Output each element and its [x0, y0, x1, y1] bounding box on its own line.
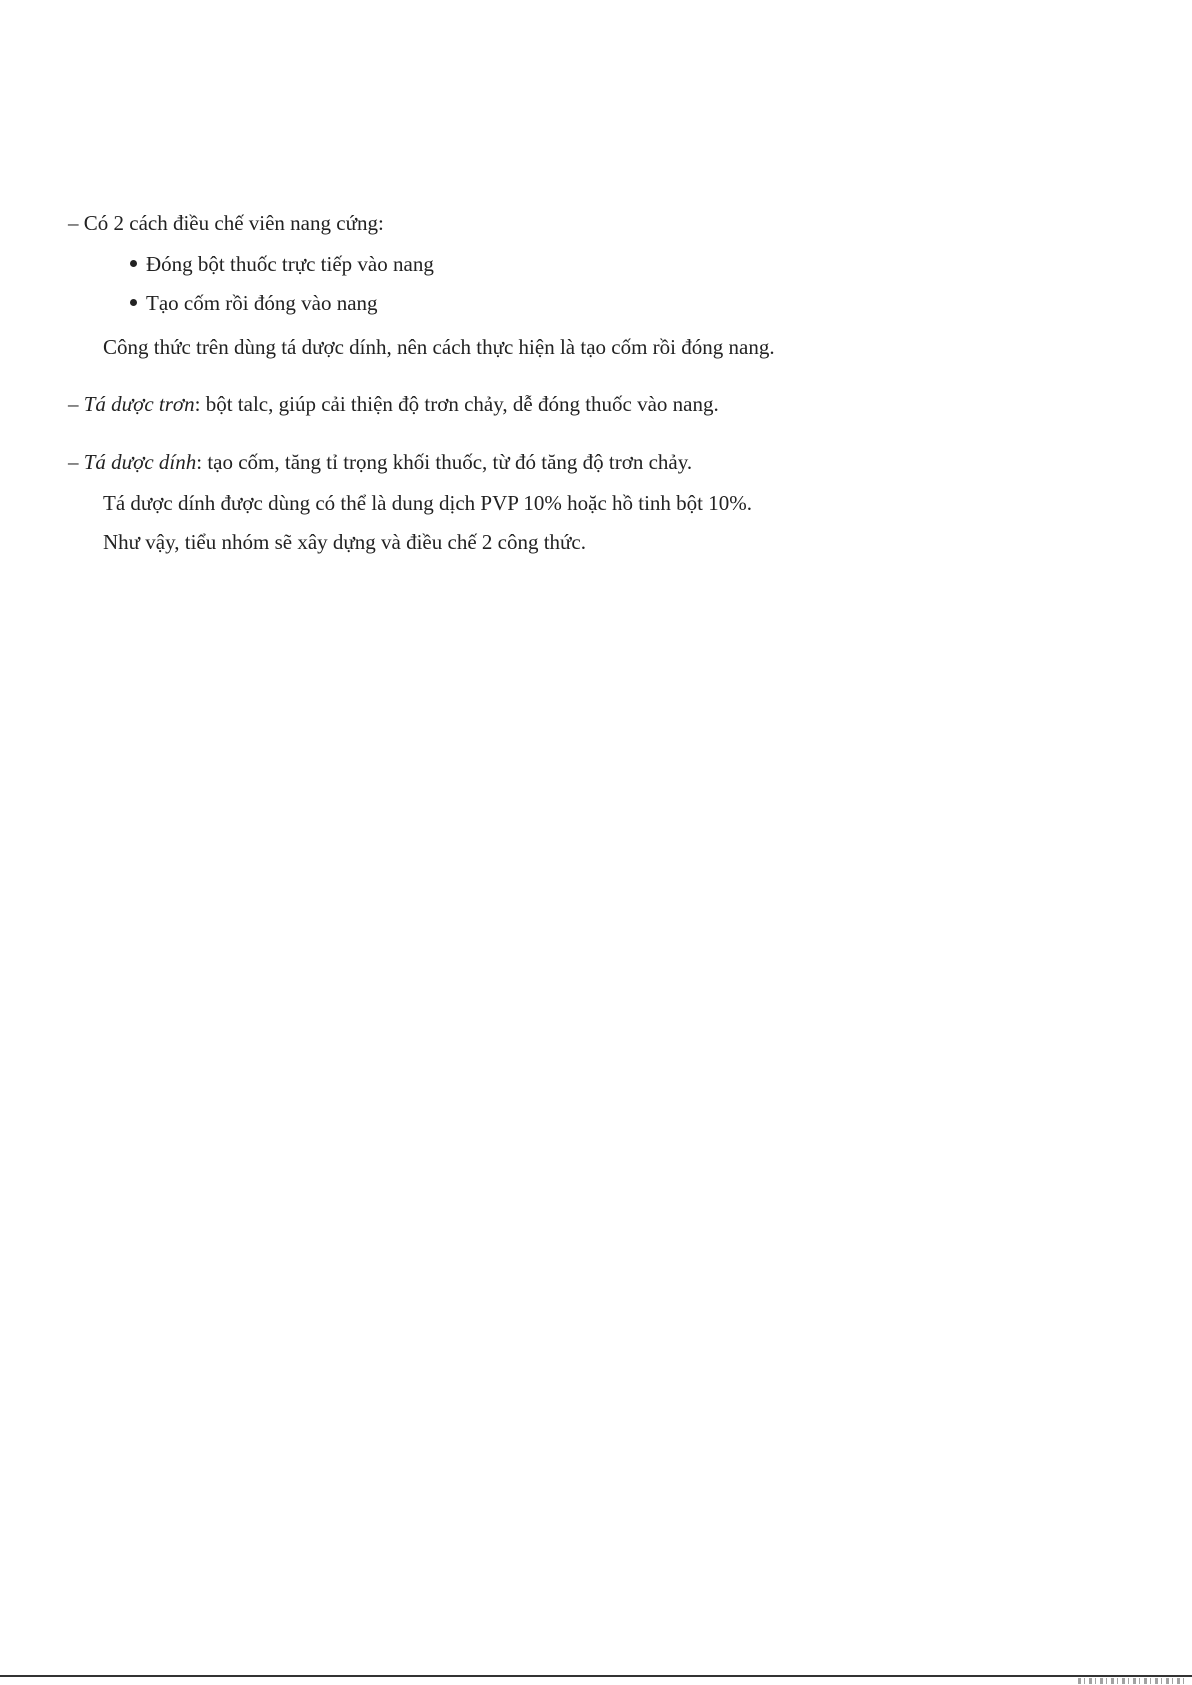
binder-paragraph — [68, 448, 692, 476]
preparation-methods-intro: – Có 2 cách điều chế viên nang cứng: — [68, 211, 384, 235]
formula-method-note: Công thức trên dùng tá dược dính, nên cách thực hiện là tạo cốm rồi đóng nang. — [103, 335, 775, 359]
lubricant-paragraph — [68, 390, 719, 418]
lubricant-text: : bột talc, giúp cải thiện độ trơn chảy, dễ đóng thuốc vào nang. — [194, 392, 719, 416]
list-item-text: Đóng bột thuốc trực tiếp vào nang — [146, 252, 434, 276]
binder-options-note: Tá dược dính được dùng có thể là dung dịch PVP 10% hoặc hồ tinh bột 10%. — [103, 491, 753, 515]
binder-term: Tá dược dính — [83, 450, 197, 474]
dash-marker: – — [68, 392, 84, 416]
bullet-icon — [130, 299, 137, 306]
dash-marker: – — [68, 450, 84, 474]
bullet-icon — [130, 260, 137, 267]
list-item-text: Tạo cốm rồi đóng vào nang — [146, 291, 378, 315]
footer-marks — [1078, 1678, 1188, 1684]
list-item — [146, 289, 378, 317]
list-item — [146, 250, 434, 278]
page-bottom-border — [0, 1675, 1192, 1677]
conclusion-line: Như vậy, tiểu nhóm sẽ xây dựng và điều chế 2 công thức. — [103, 530, 586, 554]
lubricant-term: Tá dược trơn — [83, 392, 195, 416]
binder-text: : tạo cốm, tăng tỉ trọng khối thuốc, từ đó tăng độ trơn chảy. — [196, 450, 693, 474]
